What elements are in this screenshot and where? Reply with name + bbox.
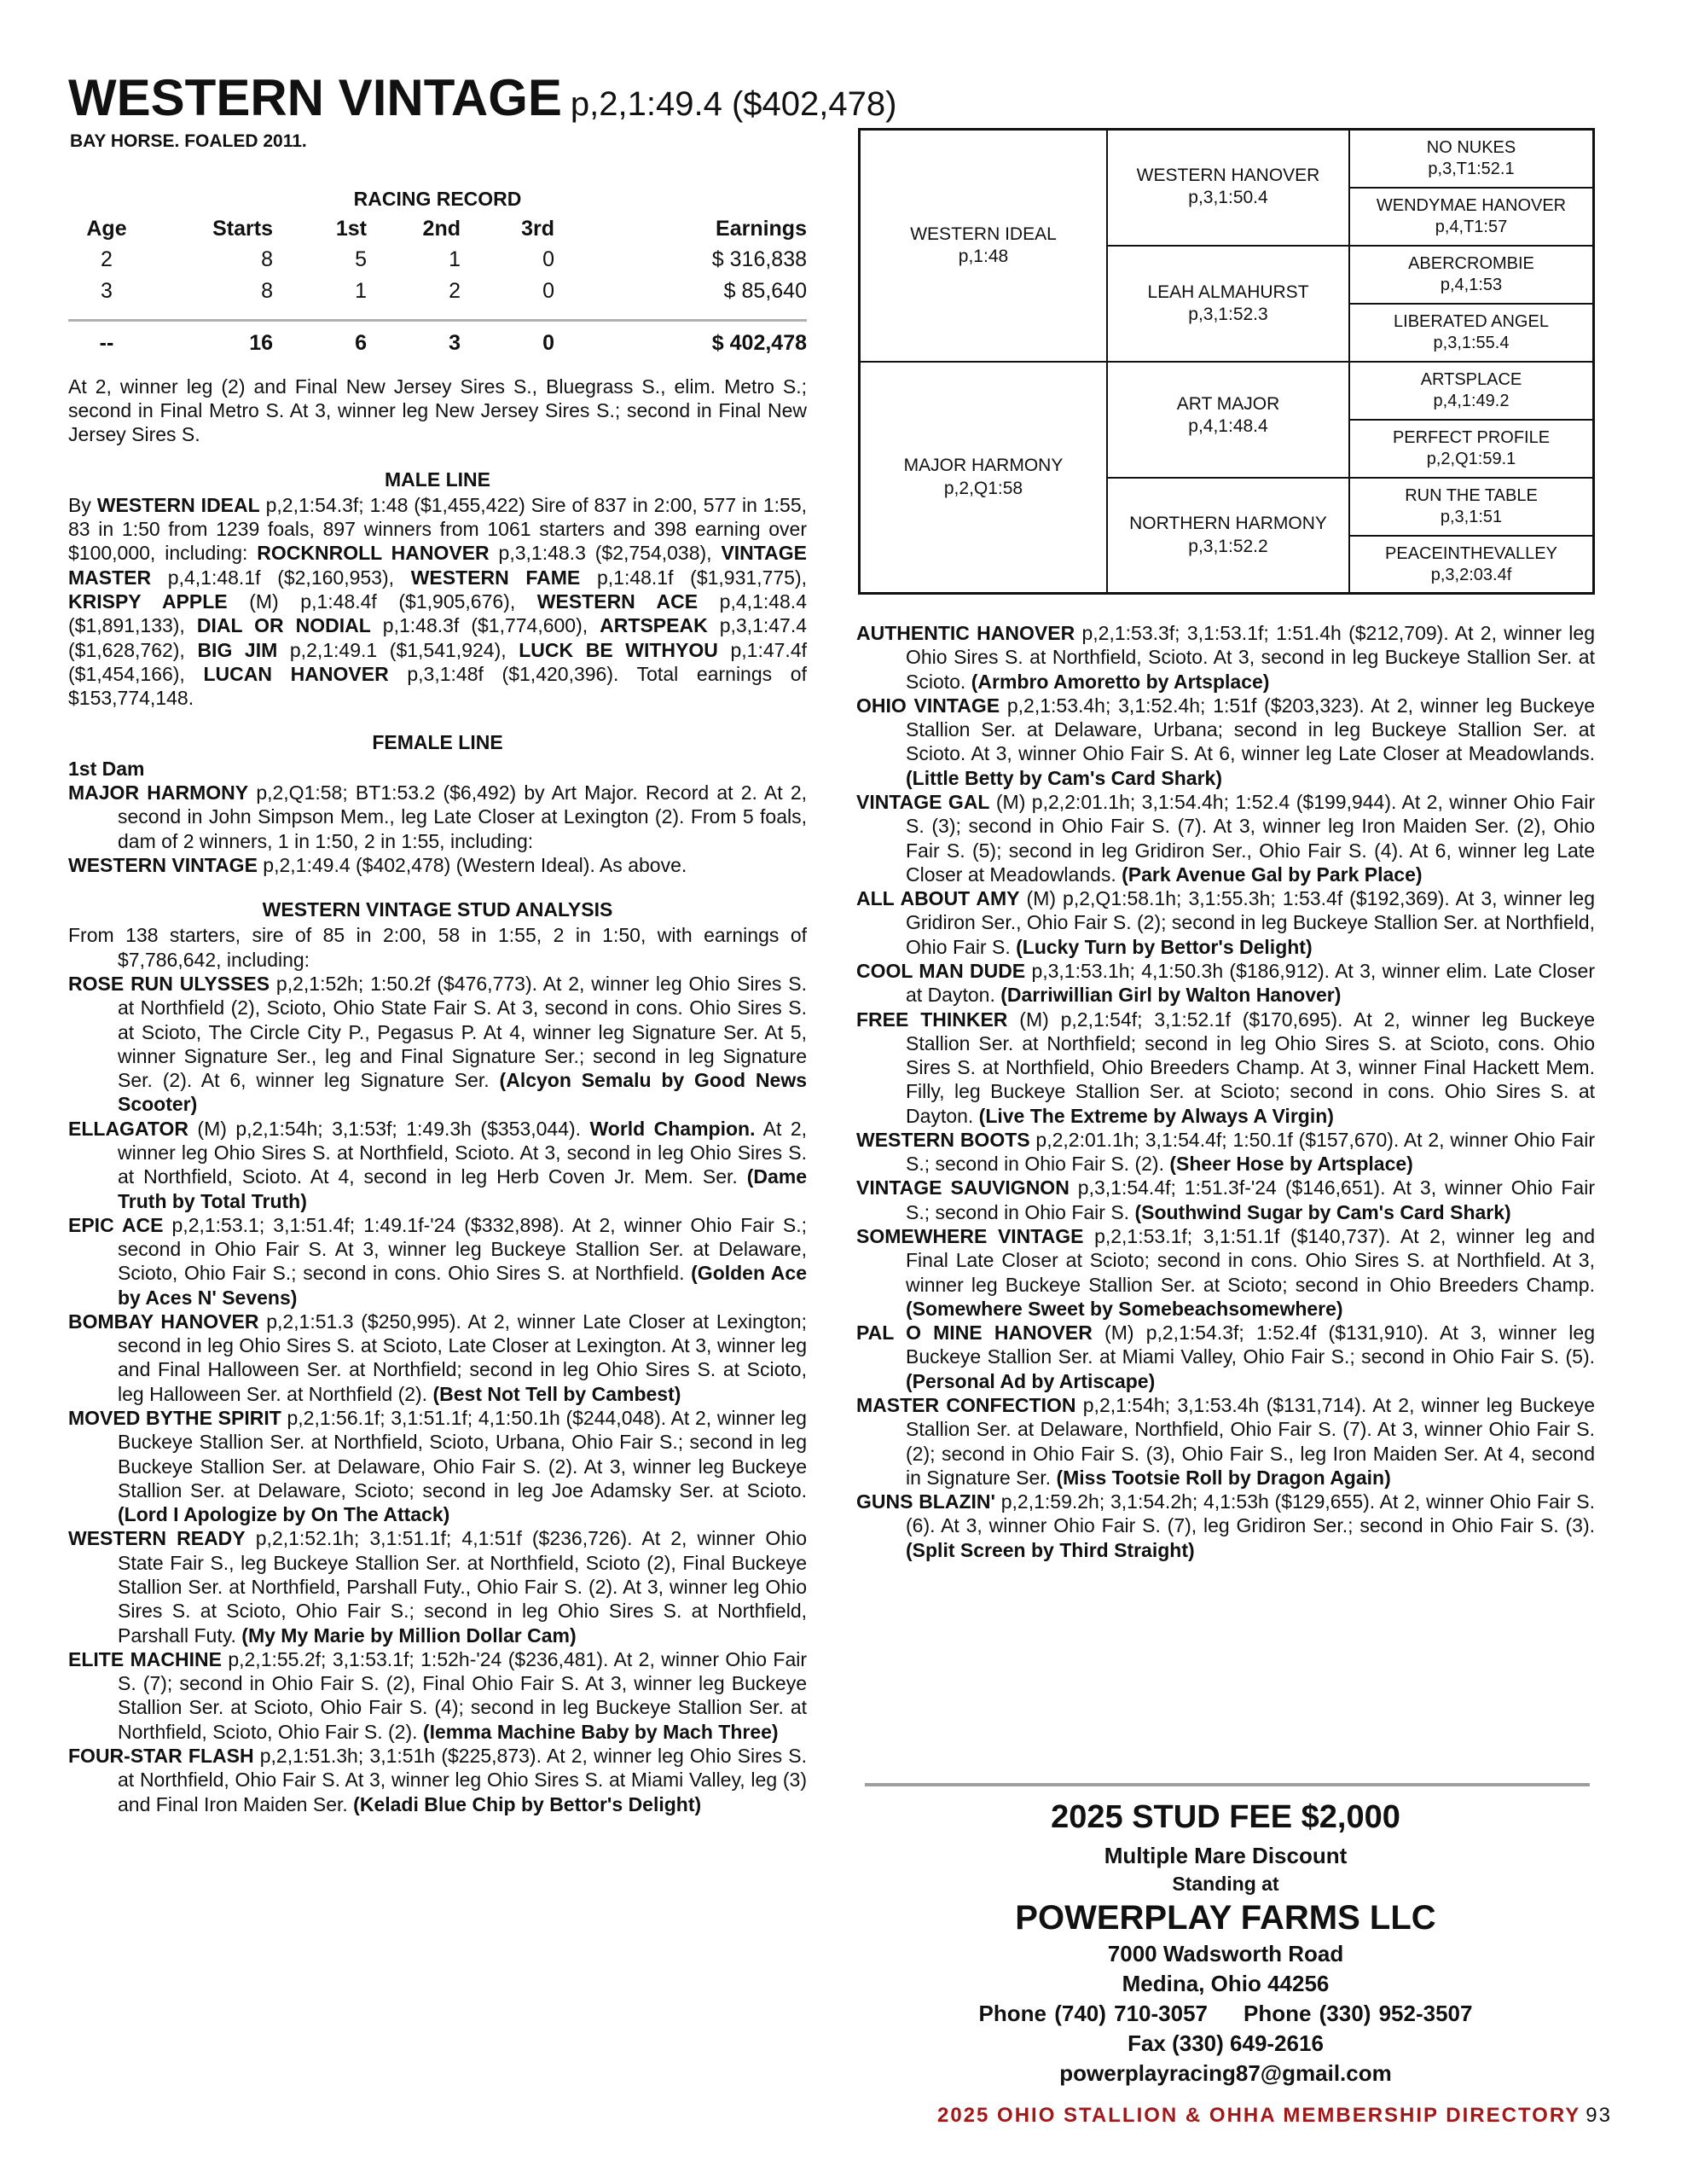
offspring-list-left — [68, 972, 807, 1816]
col-first: 1st — [335, 217, 367, 241]
pedigree-sire-sire: WESTERN HANOVER p,3,1:50.4 — [1108, 131, 1350, 247]
directory-title: 2025 OHIO STALLION & OHHA MEMBERSHIP DIRECTORY — [936, 2104, 1581, 2127]
pedigree-gen3-8: PEACEINTHEVALLEY p,3,2:03.4f — [1385, 543, 1557, 584]
cell-second: 1 — [449, 247, 461, 272]
cell-second: 2 — [449, 278, 461, 303]
male-line-heading: MALE LINE — [385, 468, 490, 491]
offspring-entry: ELITE MACHINE p,2,1:55.2f; 3,1:53.1f; 1:52h-'24 ($236,481). At 2, winner Ohio Fair S. (7); second in Ohio Fair S. (2), Final Ohio Fair S. At 3, winner leg Buckeye Stallion Ser. at Scioto, Ohio Fair S. (4); second in leg Buckeye Stallion Ser. at Northfield, Scioto, Ohio Fair S. (2). (Iemma Machine Baby by Mach Three) — [68, 1647, 808, 1743]
male-line-text: By WESTERN IDEAL p,2,1:54.3f; 1:48 ($1,455,422) Sire of 837 in 2:00, 577 in 1:55, 83 in 1:50 from 1239 foals, 897 winners from 1061 starters and 398 earning over $100,000, including: ROCKNROLL HANOVER p,3,1:48.3 ($2,754,038), VINTAGE MASTER p,4,1:48.1f ($2,160,953), WESTERN FAME p,1:48.1f ($1,931,775), KRISPY APPLE (M) p,1:48.4f ($1,905,676), WESTERN ACE p,4,1:48.4 ($1,891,133), DIAL OR NODIAL p,1:48.3f ($1,774,600), ARTSPEAK p,3,1:47.4 ($1,628,762), BIG JIM p,2,1:49.1 ($1,541,924), LUCK BE WITHYOU p,1:47.4f ($1,454,166), LUCAN HANOVER p,3,1:48f ($1,420,396). Total earnings of $153,774,148. — [68, 493, 808, 710]
pedigree-chart — [858, 128, 1595, 595]
racing-record-table — [68, 214, 807, 359]
email-address[interactable]: powerplayracing87@gmail.com — [1059, 2059, 1392, 2086]
phone-numbers — [856, 2001, 1595, 2027]
pedigree-gen3-3: ABERCROMBIE p,4,1:53 — [1350, 247, 1592, 305]
horse-record: p,2,1:49.4 ($402,478) — [570, 85, 897, 123]
racing-record-heading: RACING RECORD — [353, 188, 522, 210]
foal-entry: WESTERN VINTAGE p,2,1:49.4 ($402,478) (Western Ideal). As above. — [68, 853, 687, 876]
dam-entry: MAJOR HARMONY p,2,Q1:58; BT1:53.2 ($6,492) by Art Major. Record at 2. At 2, second in John Simpson Mem., leg Late Closer at Lexington (2). From 5 foals, dam of 2 winners, 1 in 1:50, 2 in 1:55, including: — [68, 781, 808, 852]
offspring-entry: FOUR-STAR FLASH p,2,1:51.3h; 3,1:51h ($225,873). At 2, winner leg Ohio Sires S. at Northfield, Ohio Fair S. At 3, winner leg Ohio Sires S. at Miami Valley, leg (3) and Final Iron Maiden Ser. (Keladi Blue Chip by Bettor's Delight) — [68, 1744, 807, 1815]
phone-1: Phone (740) 710-3057 — [978, 2000, 1208, 2026]
offspring-entry: EPIC ACE p,2,1:53.1; 3,1:51.4f; 1:49.1f-'24 ($332,898). At 2, winner Ohio Fair S.; second in Ohio Fair S. At 3, winner leg Buckeye Stallion Ser. at Delaware, Scioto, Ohio Fair S.; second in cons. Ohio Sires S. at Northfield. (Golden Ace by Aces N' Sevens) — [68, 1213, 808, 1309]
stud-fee: 2025 STUD FEE $2,000 — [1051, 1799, 1400, 1835]
total-second: 3 — [367, 321, 461, 359]
offspring-entry: COOL MAN DUDE p,3,1:53.1h; 4,1:50.3h ($186,912). At 3, winner elim. Late Closer at Dayton. (Darriwillian Girl by Walton Hanover) — [856, 959, 1595, 1007]
offspring-entry: MOVED BYTHE SPIRIT p,2,1:56.1f; 3,1:51.1f; 4,1:50.1h ($244,048). At 2, winner leg Buckeye Stallion Ser. at Northfield, Scioto, Urbana, Ohio Fair S.; second in leg Buckeye Stallion Ser. at Delaware, Ohio Fair S. (2). At 3, winner leg Buckeye Stallion Ser. at Delaware, Scioto; second in leg Joe Adamsky Ser. at Scioto. (Lord I Apologize by On The Attack) — [68, 1407, 807, 1526]
offspring-entry: ROSE RUN ULYSSES p,2,1:52h; 1:50.2f ($476,773). At 2, winner leg Ohio Sires S. at Northfield (2), Scioto, Ohio State Fair S. At 3, second in cons. Ohio Sires S. at Scioto, The Circle City P., Pegasus P. At 4, winner leg Signature Ser. At 5, winner Signature Ser., leg and Final Signature Ser.; second in leg Signature Ser. (2). At 6, winner leg Signature Ser. (Alcyon Semalu by Good News Scooter) — [68, 972, 807, 1116]
racing-summary: At 2, winner leg (2) and Final New Jersey Sires S., Bluegrass S., elim. Metro S.; second in Final Metro S. At 3, winner leg New Jersey Sires S.; second in Final New Jersey Sires S. — [68, 375, 807, 446]
page-number: 93 — [1586, 2104, 1612, 2127]
cell-age: 3 — [101, 278, 113, 303]
cell-starts: 8 — [261, 247, 273, 272]
dam-label: 1st Dam — [68, 757, 145, 780]
offspring-list-right — [856, 621, 1595, 1562]
total-age: -- — [68, 321, 145, 359]
offspring-entry: PAL O MINE HANOVER (M) p,2,1:54.3f; 1:52.4f ($131,910). At 3, winner leg Buckeye Stallion Ser. at Miami Valley, Ohio Fair S.; second in Ohio Fair S. (5). (Personal Ad by Artiscape) — [856, 1321, 1595, 1392]
pedigree-gen3-1: NO NUKES p,3,T1:52.1 — [1350, 131, 1592, 189]
offspring-entry: BOMBAY HANOVER p,2,1:51.3 ($250,995). At 2, winner Late Closer at Lexington; second in leg Ohio Sires S. at Scioto, Late Closer at Lexington. At 3, winner leg and Final Halloween Ser. at Northfield; second in leg Ohio Sires S. at Scioto, leg Halloween Ser. at Northfield (2). (Best Not Tell by Cambest) — [68, 1310, 807, 1405]
stud-analysis-intro: From 138 starters, sire of 85 in 2:00, 58 in 1:55, 2 in 1:50, with earnings of $7,786,642, including: — [68, 924, 807, 971]
pedigree-sire-dam: LEAH ALMAHURST p,3,1:52.3 — [1108, 247, 1350, 363]
col-age: Age — [86, 217, 127, 241]
stud-fee-block — [856, 1798, 1595, 2087]
col-earnings: Earnings — [716, 217, 807, 241]
offspring-entry: SOMEWHERE VINTAGE p,2,1:53.1f; 3,1:51.1f ($140,737). At 2, winner leg and Final Late Closer at Scioto; second in cons. Ohio Sires S. at Northfield. At 3, winner leg Buckeye Stallion Ser. at Scioto; second in Ohio Breeders Champ. (Somewhere Sweet by Somebeachsomewhere) — [856, 1225, 1595, 1320]
cell-first: 1 — [355, 278, 367, 303]
cell-earnings: $ 316,838 — [711, 247, 807, 272]
offspring-entry: VINTAGE SAUVIGNON p,3,1:54.4f; 1:51.3f-'24 ($146,651). At 3, winner Ohio Fair S.; second in Ohio Fair S. (Southwind Sugar by Cam's Card Shark) — [856, 1176, 1595, 1223]
pedigree-sire: WESTERN IDEAL p,1:48 — [861, 131, 1108, 363]
fax-number: Fax (330) 649-2616 — [1128, 2030, 1324, 2056]
offspring-entry: ALL ABOUT AMY (M) p,2,Q1:58.1h; 3,1:55.3h; 1:53.4f ($192,369). At 3, winner leg Gridiron Ser., Ohio Fair S. (2); second in leg Buckeye Stallion Ser. at Northfield, Ohio Fair S. (Lucky Turn by Bettor's Delight) — [856, 887, 1596, 958]
pedigree-gen3-7: RUN THE TABLE p,3,1:51 — [1350, 479, 1592, 537]
offspring-entry: FREE THINKER (M) p,2,1:54f; 3,1:52.1f ($170,695). At 2, winner leg Buckeye Stallion Ser. at Northfield; second in leg Ohio Sires S. at Scioto, cons. Ohio Sires S. at Northfield, Ohio Breeders Champ. At 3, winner Final Hackett Mem. Filly, leg Buckeye Stallion Ser. at Scioto; second in cons. Ohio Sires S. at Dayton. (Live The Extreme by Always A Virgin) — [856, 1008, 1595, 1127]
mare-discount: Multiple Mare Discount — [1104, 1842, 1348, 1868]
cell-age: 2 — [101, 247, 113, 272]
offspring-entry: ELLAGATOR (M) p,2,1:54h; 3,1:53f; 1:49.3h ($353,044). World Champion. At 2, winner leg Ohio Sires S. at Northfield, Scioto. At 3, second in leg Ohio Sires S. at Northfield, Scioto. At 4, second in leg Herb Coven Jr. Mem. Ser. (Dame Truth by Total Truth) — [68, 1117, 807, 1212]
page-title — [68, 68, 896, 127]
page-footer — [937, 2104, 1612, 2128]
offspring-entry: GUNS BLAZIN' p,2,1:59.2h; 3,1:54.2h; 4,1:53h ($129,655). At 2, winner Ohio Fair S. (6). At 3, winner Ohio Fair S. (7), leg Gridiron Ser.; second in Ohio Fair S. (3). (Split Screen by Third Straight) — [856, 1490, 1595, 1561]
pedigree-gen3-5: ARTSPLACE p,4,1:49.2 — [1350, 363, 1592, 421]
female-line-heading: FEMALE LINE — [372, 731, 503, 754]
cell-first: 5 — [355, 247, 367, 272]
total-starts: 16 — [145, 321, 273, 359]
pedigree-dam: MAJOR HARMONY p,2,Q1:58 — [861, 363, 1108, 592]
pedigree-dam-sire: ART MAJOR p,4,1:48.4 — [1108, 363, 1350, 479]
pedigree-gen3-6: PERFECT PROFILE p,2,Q1:59.1 — [1350, 421, 1592, 479]
total-earnings: $ 402,478 — [554, 321, 807, 359]
left-column — [68, 183, 807, 1816]
farm-name: POWERPLAY FARMS LLC — [1015, 1898, 1436, 1937]
divider — [865, 1783, 1590, 1786]
offspring-entry: WESTERN READY p,2,1:52.1h; 3,1:51.1f; 4,1:51f ($236,726). At 2, winner Ohio State Fair S., leg Buckeye Stallion Ser. at Northfield, Scioto (2), Final Buckeye Stallion Ser. at Northfield, Parshall Futy., Ohio Fair S. (2). At 3, winner leg Ohio Sires S. at Scioto, Ohio Fair S.; second in leg Ohio Sires S. at Northfield, Parshall Futy. (My My Marie by Million Dollar Cam) — [68, 1527, 807, 1647]
total-row — [68, 321, 807, 359]
offspring-entry: MASTER CONFECTION p,2,1:54h; 3,1:53.4h ($131,714). At 2, winner leg Buckeye Stallion Ser. at Delaware, Northfield, Ohio Fair S. (7). At 3, winner Ohio Fair S. (2); second in Ohio Fair S. (3), Ohio Fair S., leg Iron Maiden Ser. At 4, second in Signature Ser. (Miss Tootsie Roll by Dragon Again) — [856, 1394, 1595, 1489]
cell-third: 0 — [542, 278, 554, 303]
cell-earnings: $ 85,640 — [723, 278, 807, 303]
offspring-entry: VINTAGE GAL (M) p,2,2:01.1h; 3,1:54.4h; 1:52.4 ($199,944). At 2, winner Ohio Fair S. (3); second in Ohio Fair S. (7). At 3, winner leg Iron Maiden Ser. (2), Ohio Fair S. (5); second in leg Gridiron Ser., Ohio Fair S. (4). At 6, winner leg Late Closer at Meadowlands. (Park Avenue Gal by Park Place) — [856, 790, 1595, 886]
total-third: 0 — [461, 321, 554, 359]
cell-third: 0 — [542, 247, 554, 272]
col-second: 2nd — [422, 217, 461, 241]
pedigree-dam-dam: NORTHERN HARMONY p,3,1:52.2 — [1108, 479, 1350, 592]
foaled-line: BAY HORSE. FOALED 2011. — [70, 131, 307, 151]
offspring-entry: AUTHENTIC HANOVER p,2,1:53.3f; 3,1:53.1f; 1:51.4h ($212,709). At 2, winner leg Ohio Sires S. at Northfield, Scioto. At 3, second in leg Buckeye Stallion Ser. at Scioto. (Armbro Amoretto by Artsplace) — [856, 622, 1595, 693]
col-third: 3rd — [521, 217, 554, 241]
address-line-1: 7000 Wadsworth Road — [1107, 1940, 1344, 1966]
horse-name: WESTERN VINTAGE — [68, 69, 562, 126]
standing-at: Standing at — [1172, 1872, 1279, 1895]
pedigree-gen3-2: WENDYMAE HANOVER p,4,T1:57 — [1350, 189, 1592, 247]
stud-analysis-heading: WESTERN VINTAGE STUD ANALYSIS — [262, 898, 613, 921]
pedigree-gen3-4: LIBERATED ANGEL p,3,1:55.4 — [1350, 305, 1592, 363]
col-starts: Starts — [212, 217, 273, 241]
table-row — [68, 244, 807, 276]
racing-record-header-row — [68, 214, 807, 244]
offspring-entry: OHIO VINTAGE p,2,1:53.4h; 3,1:52.4h; 1:51f ($203,323). At 2, winner leg Buckeye Stallion Ser. at Delaware, Urbana; second in leg Buckeye Stallion Ser. at Scioto. At 3, winner Ohio Fair S. At 6, winner leg Late Closer at Meadowlands. (Little Betty by Cam's Card Shark) — [856, 694, 1595, 789]
table-row — [68, 276, 807, 307]
phone-2: Phone (330) 952-3507 — [1244, 2000, 1473, 2026]
offspring-entry: WESTERN BOOTS p,2,2:01.1h; 3,1:54.4f; 1:50.1f ($157,670). At 2, winner Ohio Fair S.; second in Ohio Fair S. (2). (Sheer Hose by Artsplace) — [856, 1128, 1595, 1176]
total-first: 6 — [273, 321, 367, 359]
cell-starts: 8 — [261, 278, 273, 303]
address-line-2: Medina, Ohio 44256 — [1122, 1970, 1330, 1996]
